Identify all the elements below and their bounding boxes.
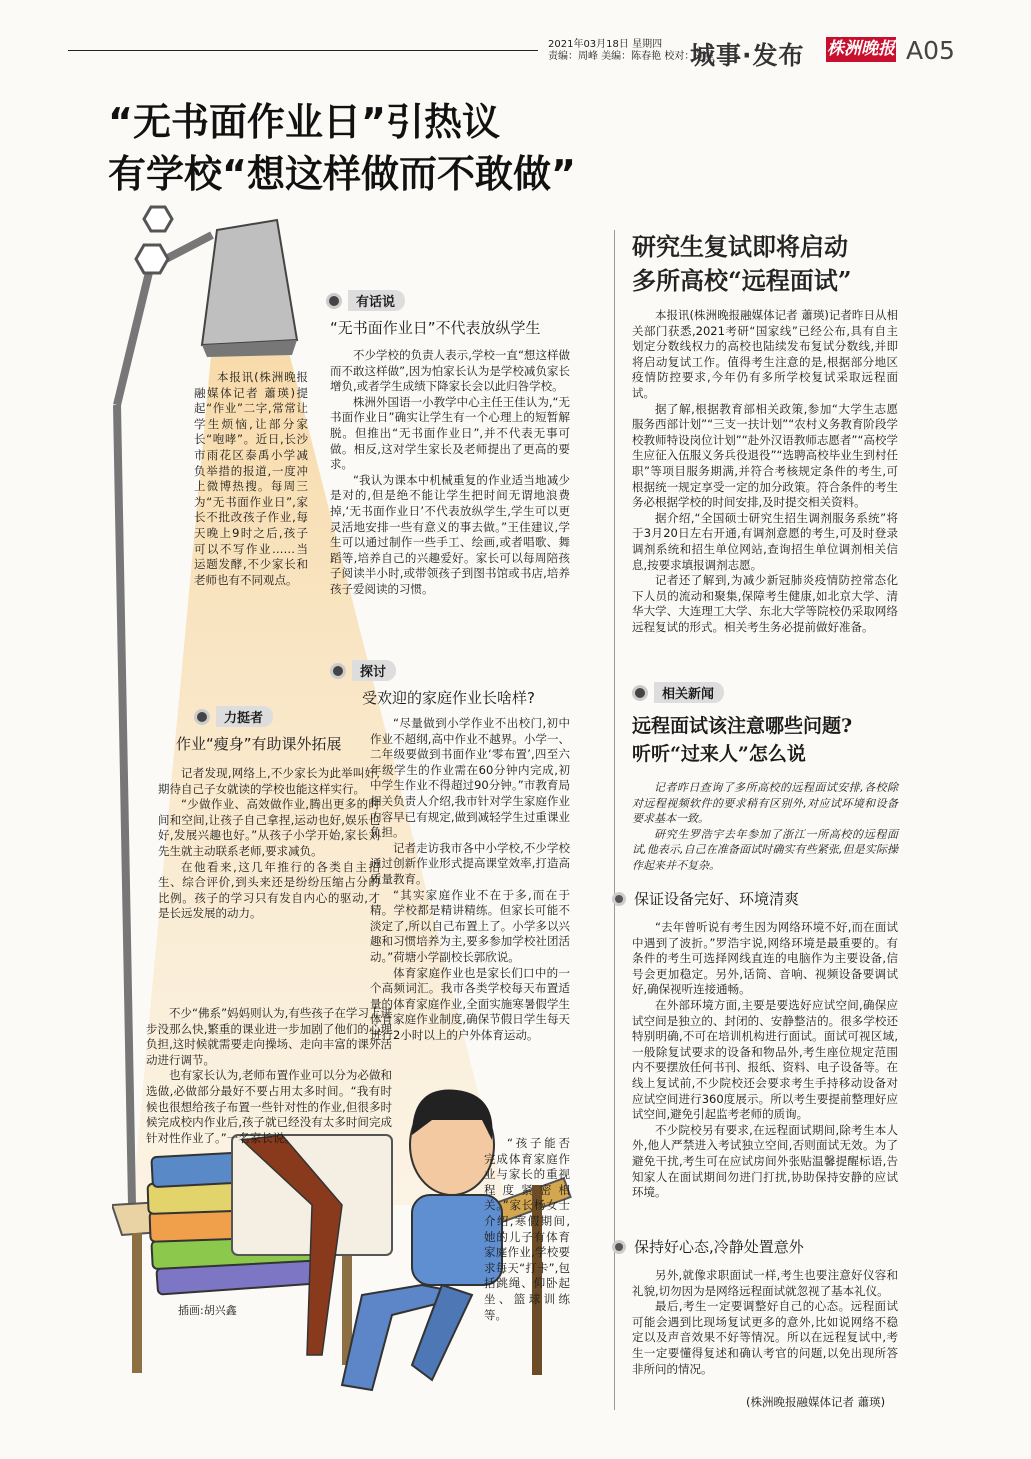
newspaper-logo: 株洲晚报 bbox=[826, 37, 896, 62]
body-paragraph: 据了解,根据教育部相关政策,参加“大学生志愿服务西部计划”“三支一扶计划”“农村义务教育阶段学校教师特设岗位计划”“赴外汉语教师志愿者”“高校学生应征入伍服义务兵役退役”“选聘高校毕业生到村任职”等项目服务期满,并符合考核规定条件的考生,可根据统一规定享受一定的加分政策。符合条件的考生务必根据学校的时间安排,及时提交相关资料。 bbox=[632, 401, 898, 510]
byline: (株洲晚报融媒体记者 蕭瑛) bbox=[746, 1395, 886, 1409]
liting-body bbox=[158, 766, 380, 922]
body-paragraph: 记者走访我市各中小学校,不少学校通过创新作业形式提高课堂效率,打造高质量教育。 bbox=[370, 840, 570, 886]
tag-tantao bbox=[330, 660, 396, 681]
body-paragraph: “其实家庭作业不在于多,而在于精。学校都是精讲精练。但家长可能不淡定了,所以自己布置上了。小学多以兴趣和习惯培养为主,要多参加学校社团活动。”荷塘小学副校长郭欣说。 bbox=[370, 887, 570, 964]
body-paragraph: “孩子能否完成体育家庭作业与家长的重视程度紧密相关。”家长杨女士介绍,寒假期间,她的儿子有体育家庭作业,学校要求每天“打卡”,包括跳绳、仰卧起坐、篮球训练等。 bbox=[484, 1136, 570, 1322]
related-title-line2: 听听“过来人”怎么说 bbox=[632, 743, 806, 765]
body-paragraph: 不少“佛系”妈妈则认为,有些孩子在学习上进步没那么快,繁重的课业进一步加剧了他们的心理负担,这时候就需要走向操场、走向丰富的课外活动进行调节。 bbox=[146, 1006, 392, 1067]
column-divider bbox=[614, 230, 615, 1410]
body-paragraph: 在外部环境方面,主要是要选好应试空间,确保应试空间是独立的、封闭的、安静整洁的。很多学校还特别明确,不可在培训机构进行面试。面试可视区域,一般除复试要求的设备和物品外,考生座位规定范围内不要摆放任何书刊、报纸、资料、电子设备等。在线上复试前,不少院校还会要求考生手持移动设备对应试空间进行360度展示。所以考生要提前整理好应试空间,避免引起监考老师的质询。 bbox=[632, 997, 898, 1122]
section-name: 城事·发布 bbox=[690, 41, 805, 70]
editor-line: 责编：周峰 美编：陈春艳 校对：刘星 bbox=[548, 51, 715, 62]
related-title-line1: 远程面试该注意哪些问题? bbox=[632, 715, 853, 737]
subhead-mindset bbox=[612, 1236, 804, 1257]
tag-dot-icon bbox=[330, 663, 346, 679]
body-paragraph: 据介绍,“全国硕士研究生招生调剂服务系统”将于3月20日左右开通,有调剂意愿的考生,可及时登录调剂系统和招生单位网站,查询招生单位调剂相关信息,按要求填报调剂志愿。 bbox=[632, 510, 898, 572]
body-paragraph: 记者发现,网络上,不少家长为此举叫好,期待自己子女就读的学校也能这样实行。 bbox=[158, 766, 380, 796]
intro-text bbox=[194, 370, 308, 588]
tantao-body bbox=[370, 716, 570, 1043]
body-paragraph: 在他看来,这几年推行的各类自主招生、综合评价,到头来还是纷纷压缩占分的比例。孩子的学习只有发自内心的驱动,才是长远发展的动力。 bbox=[158, 859, 380, 921]
tag-label: 有话说 bbox=[348, 290, 405, 311]
body-paragraph: “尽量做到小学作业不出校门,初中作业不超纲,高中作业不越界。小学一、二年级要做到书面作业‘零布置’,四至六年级学生的作业需在60分钟内完成,初中学生作业不得超过90分钟。”市教育局相关负责人介绍,我市针对学生家庭作业内容早已有规定,做到减轻学生过重课业负担。 bbox=[370, 716, 570, 840]
headline-line1: “无书面作业日”引热议 bbox=[108, 100, 500, 144]
device-body bbox=[632, 920, 898, 1201]
illustration-credit: 插画:胡兴鑫 bbox=[178, 1304, 237, 1317]
subhead-device-text: 保证设备完好、环境清爽 bbox=[634, 890, 800, 908]
tag-dot-icon bbox=[632, 685, 648, 701]
right-headline-line1: 研究生复试即将启动 bbox=[632, 232, 848, 261]
tag-youhuashuo bbox=[326, 290, 405, 311]
body-paragraph: 本报讯(株洲晚报融媒体记者 蕭瑛)记者昨日从相关部门获悉,2021考研“国家线”已经公布,具有自主划定分数线权力的高校也陆续发布复试分数线,并即将启动复试工作。值得考生注意的是,根据部分地区疫情防控要求,今年仍有多所学校复试采取远程面试。 bbox=[632, 308, 898, 400]
body-paragraph: 最后,考生一定要调整好自己的心态。远程面试可能会遇到比现场复试更多的意外,比如说网络不稳定以及声音效果不好等情况。所以在远程复试中,考生一定要懂得复述和确认考官的问题,以免出现所答非所问的情况。 bbox=[632, 1299, 898, 1376]
tag-related-news bbox=[632, 682, 724, 703]
body-paragraph: “我认为课本中机械重复的作业适当地减少是对的,但是绝不能让学生把时间无谓地浪费掉,‘无书面作业日’不代表放纵学生,学生可以更灵活地安排一些有意义的事去做。”王佳建议,学生可以通过制作一些手工、绘画,或者唱歌、舞蹈等,培养自己的兴趣爱好。家长可以每周陪孩子阅读半小时,或带领孩子到图书馆或书店,培养孩子爱阅读的习惯。 bbox=[330, 472, 570, 596]
lamp-shade bbox=[202, 220, 297, 357]
body-paragraph: 株洲外国语一小教学中心主任王佳认为,“无书面作业日”确实让学生有一个心理上的短暂解脱。但推出“无书面作业日”,并不代表无事可做。相反,这对学生家长及老师提出了更高的要求。 bbox=[330, 394, 570, 472]
subhead-mindset-text: 保持好心态,冷静处置意外 bbox=[634, 1238, 804, 1256]
youhua-subtitle: “无书面作业日”不代表放纵学生 bbox=[330, 319, 541, 337]
page-number: A05 bbox=[906, 36, 955, 65]
date-line: 2021年03月18日 星期四 bbox=[548, 39, 663, 50]
liting-body-lower bbox=[146, 1006, 392, 1146]
tag-label: 力挺者 bbox=[216, 706, 273, 727]
youhua-body bbox=[330, 348, 570, 598]
right-body bbox=[632, 308, 898, 635]
body-paragraph: “去年曾听说有考生因为网络环境不好,而在面试中遇到了波折。”罗浩宇说,网络环境是最重要的。有条件的考生可选择网线直连的电脑作为主要设备,信号会更加稳定。另外,话筒、音响、视频设备要调试好,确保视听连接通畅。 bbox=[632, 920, 898, 997]
body-paragraph: “少做作业、高效做作业,腾出更多的时间和空间,让孩子自己拿捏,运动也好,娱乐也好,发展兴趣也好。”从孩子小学开始,家长刘先生就主动联系老师,要求减负。 bbox=[158, 797, 380, 858]
mindset-body bbox=[632, 1268, 898, 1377]
related-title bbox=[632, 712, 852, 768]
right-headline-line2: 多所高校“远程面试” bbox=[632, 266, 852, 295]
tag-dot-icon bbox=[326, 293, 342, 309]
tantao-subtitle: 受欢迎的家庭作业长啥样? bbox=[362, 689, 535, 707]
intro-paragraph: 本报讯(株洲晚报融媒体记者 蕭瑛)提起“作业”二字,常常让学生烦恼,让部分家长“咆哮”。近日,长沙市雨花区泰禹小学减负举措的报道,一度冲上微博热搜。每周三为“无书面作业日”,家长不批改孩子作业,每天晚上9时之后,孩子可以不写作业……当运题发酵,不少家长和老师也有不同观点。 bbox=[194, 370, 308, 587]
related-intro bbox=[632, 780, 898, 874]
body-paragraph: 不少院校另有要求,在远程面试期间,除考生本人外,他人严禁进入考试独立空间,否则面试无效。为了避免干扰,考生可在应试房间外张贴温馨提醒标语,告知家人在面试期间勿进门打扰,协助保持安静的应试环境。 bbox=[632, 1122, 898, 1200]
tag-label: 探讨 bbox=[352, 660, 396, 681]
body-paragraph: 另外,就像求职面试一样,考生也要注意好仪容和礼貌,切勿因为是网络远程面试就忽视了基本礼仪。 bbox=[632, 1268, 898, 1298]
body-paragraph: 体育家庭作业也是家长们口中的一个高频词汇。我市各类学校每天布置适量的体育家庭作业,全面实施寒暑假学生体育家庭作业制度,确保节假日学生每天进行2小时以上的户外体育运动。 bbox=[370, 965, 570, 1042]
body-paragraph: 也有家长认为,老师布置作业可以分为必做和选做,必做部分最好不要占用太多时间。“我有时候也很想给孩子布置一些针对性的作业,但很多时候完成校内作业后,孩子就已经没有太多时间完成针对性作业了。”一名家长说。 bbox=[146, 1068, 392, 1145]
tantao-body-tail bbox=[484, 1136, 570, 1323]
tag-dot-icon bbox=[194, 709, 210, 725]
headline-line2: 有学校“想这样做而不敢做” bbox=[108, 152, 576, 196]
body-paragraph: 研究生罗浩宇去年参加了浙江一所高校的远程面试,他表示,自己在准备面试时确实有些紧张,但是实际操作起来并不复杂。 bbox=[632, 827, 898, 872]
bullet-icon bbox=[612, 892, 626, 906]
header-rule bbox=[68, 50, 538, 51]
body-paragraph: 不少学校的负责人表示,学校一直“想这样做而不敢这样做”,因为怕家长认为是学校减负家长增负,或者学生成绩下降家长会以此归咎学校。 bbox=[330, 348, 570, 394]
body-paragraph: 记者昨日查询了多所高校的远程面试安排,各校除对远程视频软件的要求稍有区别外,对应试环境和设备要求基本一致。 bbox=[632, 781, 898, 826]
subhead-device bbox=[612, 888, 799, 909]
tag-litingzhe bbox=[194, 706, 273, 727]
bullet-icon bbox=[612, 1240, 626, 1254]
tag-label: 相关新闻 bbox=[654, 682, 724, 703]
liting-subtitle: 作业“瘦身”有助课外拓展 bbox=[176, 735, 342, 753]
right-headline bbox=[632, 230, 852, 298]
main-headline bbox=[108, 96, 576, 200]
body-paragraph: 记者还了解到,为减少新冠肺炎疫情防控常态化下人员的流动和聚集,保障考生健康,如北京大学、清华大学、大连理工大学、东北大学等院校仍采取网络远程复试的形式。相关考生务必提前做好准备。 bbox=[632, 573, 898, 634]
